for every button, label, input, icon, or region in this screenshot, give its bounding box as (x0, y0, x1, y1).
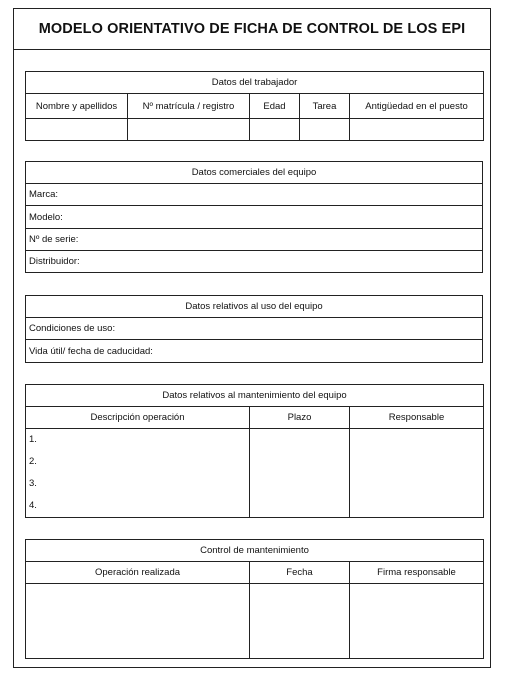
control-date-cell[interactable] (250, 584, 350, 659)
maintenance-data-header: Datos relativos al mantenimiento del equipo (26, 385, 484, 407)
worker-col-seniority: Antigüedad en el puesto (350, 94, 484, 119)
control-col-date: Fecha (250, 562, 350, 584)
form-title: MODELO ORIENTATIVO DE FICHA DE CONTROL DE LOS EPI (14, 9, 490, 50)
maintenance-item: 1. (29, 434, 37, 445)
worker-col-age: Edad (250, 94, 300, 119)
maintenance-item: 2. (29, 456, 37, 467)
control-operation-cell[interactable] (26, 584, 250, 659)
distributor-field[interactable]: Distribuidor: (26, 251, 483, 273)
maintenance-col-responsible: Responsable (350, 407, 484, 429)
maintenance-deadline-cell[interactable] (250, 429, 350, 518)
worker-task-cell[interactable] (300, 119, 350, 141)
maintenance-control-table (25, 539, 484, 659)
control-signature-cell[interactable] (350, 584, 484, 659)
worker-col-task: Tarea (300, 94, 350, 119)
worker-data-table (25, 71, 484, 141)
usage-data-header: Datos relativos al uso del equipo (26, 296, 483, 318)
useful-life-field[interactable]: Vida útil/ fecha de caducidad: (26, 340, 483, 363)
worker-col-registration: Nº matrícula / registro (128, 94, 250, 119)
commercial-data-table (25, 161, 483, 273)
maintenance-item: 4. (29, 500, 37, 511)
maintenance-description-cell[interactable] (26, 429, 250, 518)
control-col-operation: Operación realizada (26, 562, 250, 584)
maintenance-item: 3. (29, 478, 37, 489)
serial-number-field[interactable]: Nº de serie: (26, 229, 483, 251)
control-col-signature: Firma responsable (350, 562, 484, 584)
maintenance-data-table (25, 384, 484, 518)
brand-field[interactable]: Marca: (26, 184, 483, 206)
model-field[interactable]: Modelo: (26, 206, 483, 229)
worker-seniority-cell[interactable] (350, 119, 484, 141)
worker-registration-cell[interactable] (128, 119, 250, 141)
worker-name-cell[interactable] (26, 119, 128, 141)
usage-data-table (25, 295, 483, 363)
worker-data-header: Datos del trabajador (26, 72, 484, 94)
worker-col-name: Nombre y apellidos (26, 94, 128, 119)
worker-age-cell[interactable] (250, 119, 300, 141)
maintenance-responsible-cell[interactable] (350, 429, 484, 518)
maintenance-col-deadline: Plazo (250, 407, 350, 429)
maintenance-control-header: Control de mantenimiento (26, 540, 484, 562)
maintenance-col-description: Descripción operación (26, 407, 250, 429)
usage-conditions-field[interactable]: Condiciones de uso: (26, 318, 483, 340)
commercial-data-header: Datos comerciales del equipo (26, 162, 483, 184)
